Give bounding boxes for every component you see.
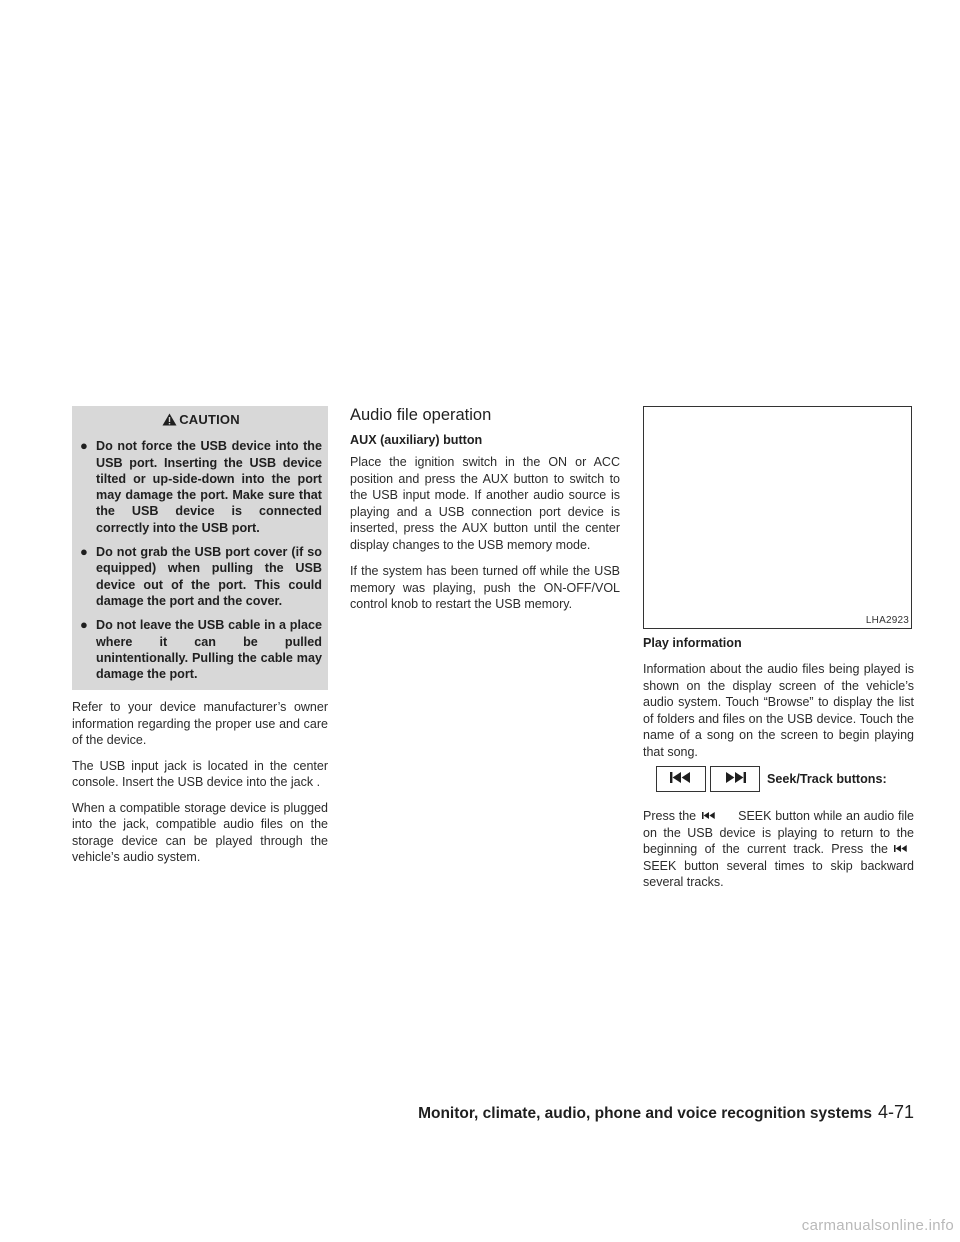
seek-text-1: Press the (643, 809, 697, 823)
caution-title-text: CAUTION (179, 412, 240, 427)
seek-track-label: Seek/Track buttons: (767, 772, 887, 786)
paragraph-play-info: Information about the audio files being played is shown on the display screen of the vehicle’s audio system. Touch “Browse” to display the list of folders and files on the USB device. Touch the name of a song on the screen to begin playing that song. (643, 662, 914, 759)
aux-heading: AUX (auxiliary) button (350, 433, 483, 447)
column-middle (350, 406, 620, 613)
figure-label: LHA2923 (865, 615, 909, 626)
bullet-icon: ● (80, 544, 88, 560)
seek-back-button-graphic (656, 766, 706, 792)
paragraph-restart-usb: If the system has been turned off while the USB memory was playing, push the ON-OFF/VOL control knob to restart the USB memory. (350, 564, 620, 611)
caution-item (80, 544, 322, 609)
caution-item-text: Do not force the USB device into the USB port. Inserting the USB device tilted or up-side-down into the port may damage the port. Make sure that the USB device is connected correctly into the USB port. (96, 439, 322, 535)
skip-back-icon (702, 808, 716, 825)
caution-item (80, 617, 322, 682)
caution-item (80, 438, 322, 536)
bullet-icon: ● (80, 617, 88, 633)
column-left (72, 406, 328, 866)
column-right (643, 406, 914, 891)
seek-text-2: SEEK button while an audio file on the USB device is playing to return to the beginning of the current track. Press the (643, 809, 915, 856)
watermark: carmanualsonline.info (801, 1217, 954, 1234)
paragraph-owner-info: Refer to your device manufacturer’s owner information regarding the proper use and care of the device. (72, 700, 328, 748)
paragraph-seek (643, 808, 914, 891)
skip-forward-icon (724, 770, 746, 788)
caution-item-text: Do not grab the USB port cover (if so equipped) when pulling the USB device out of the port. This could damage the port and the cover. (96, 545, 322, 608)
figure-frame (643, 406, 912, 629)
page-number: 4-71 (877, 1102, 914, 1122)
footer-section-title: Monitor, climate, audio, phone and voice recognition systems (418, 1105, 872, 1122)
seek-buttons-row (656, 766, 914, 792)
seek-text-3: SEEK button several times to skip backward several tracks. (643, 858, 914, 889)
section-title: Audio file operation (350, 406, 492, 424)
caution-title (80, 412, 322, 430)
play-info-heading: Play information (643, 636, 742, 650)
paragraph-aux-mode: Place the ignition switch in the ON or ACC position and press the AUX button to switch to the USB input mode. If another audio source is playing and a USB connection port device is inserted, press the AUX button until the center display changes to the USB memory mode. (350, 455, 620, 552)
caution-item-text: Do not leave the USB cable in a place where it can be pulled unintentionally. Pulling the cable may damage the port. (96, 618, 322, 682)
skip-back-icon (894, 841, 908, 858)
paragraph-compatible-device: When a compatible storage device is plugged into the jack, compatible audio files on the storage device can be played through the vehicle’s audio system. (72, 800, 328, 865)
page-footer (0, 1102, 914, 1123)
skip-back-icon (670, 770, 692, 788)
seek-forward-button-graphic (710, 766, 760, 792)
bullet-icon: ● (80, 438, 88, 454)
warning-triangle-icon (162, 413, 177, 430)
paragraph-usb-jack: The USB input jack is located in the center console. Insert the USB device into the jack . (72, 758, 328, 790)
caution-box (72, 406, 328, 690)
